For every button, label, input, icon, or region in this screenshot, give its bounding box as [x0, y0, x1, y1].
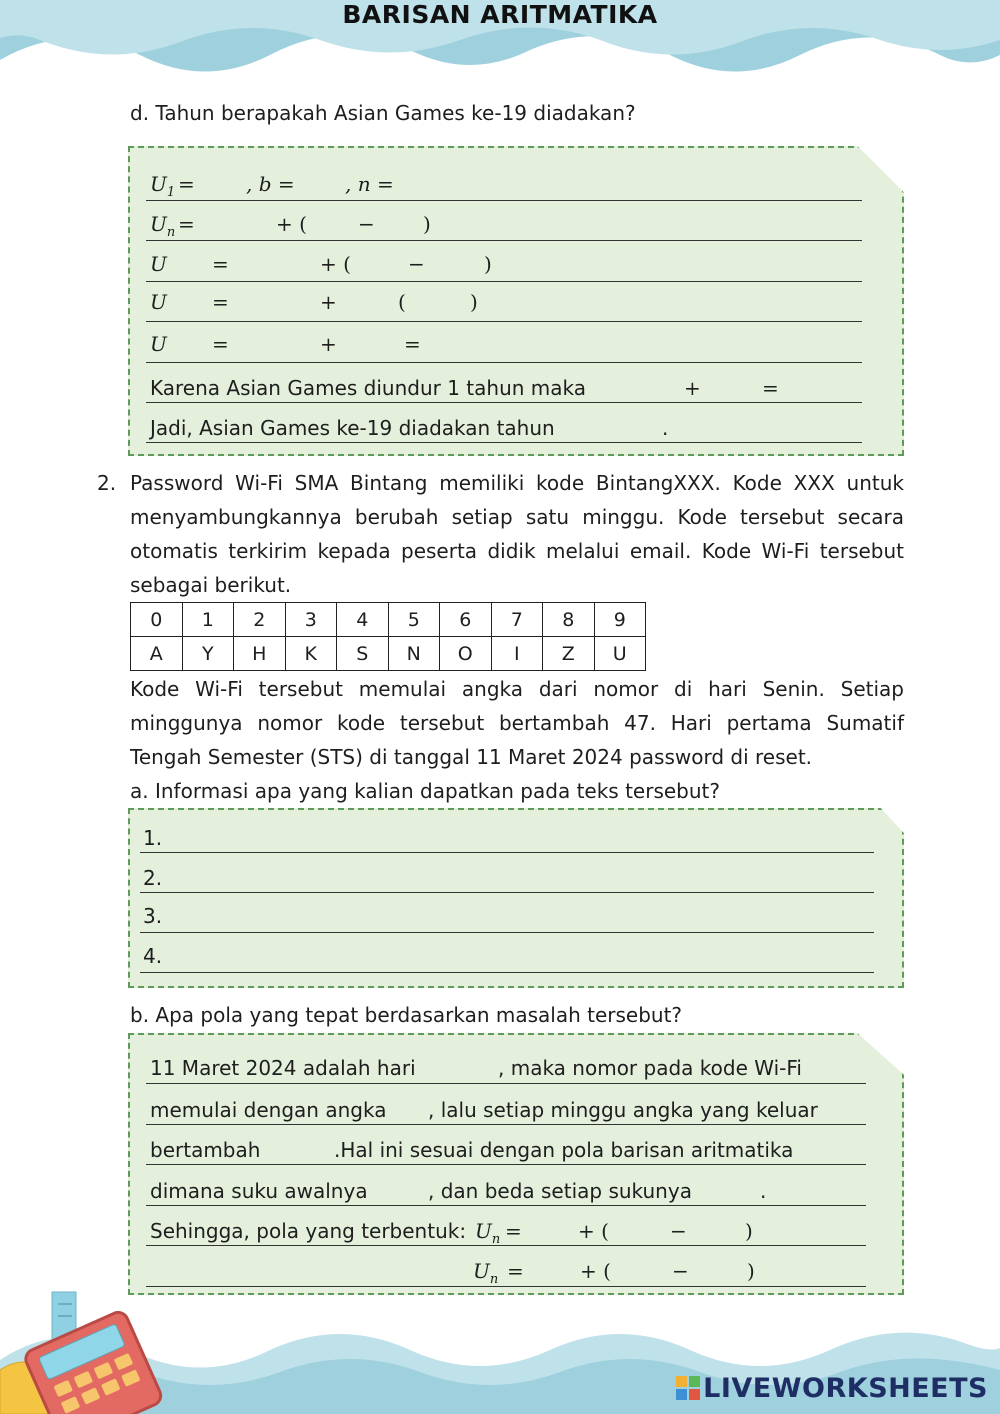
- table-cell: U: [594, 637, 646, 671]
- table-cell: 5: [388, 603, 440, 637]
- calculator-icon: [0, 1290, 190, 1414]
- equals-sign: =: [212, 252, 229, 276]
- pattern-line-2a: memulai dengan angka: [150, 1098, 387, 1122]
- minus-sign: −: [672, 1259, 689, 1283]
- question-2-intro: Password Wi-Fi SMA Bintang memiliki kode BintangXXX. Kode XXX untuk menyambungkannya berubah setiap satu minggu. Kode tersebut secara otomatis terkirim kepada peserta didik melalui email. Kode Wi-Fi tersebut sebagai berikut.: [130, 471, 904, 597]
- pattern-line-4a: dimana suku awalnya: [150, 1179, 368, 1203]
- un-symbol: $U_n$: [475, 1219, 501, 1247]
- pattern-line-5a: Sehingga, pola yang terbentuk:: [150, 1219, 467, 1243]
- table-cell: 2: [234, 603, 286, 637]
- info-item-1[interactable]: 1.: [143, 826, 163, 850]
- u-symbol: U: [150, 252, 167, 276]
- table-cell: Z: [543, 637, 595, 671]
- minus-sign: −: [670, 1219, 687, 1243]
- close-paren: ): [747, 1259, 755, 1283]
- equals-sign: =: [404, 332, 421, 356]
- table-cell: 1: [182, 603, 234, 637]
- minus-sign: −: [408, 252, 425, 276]
- table-cell: H: [234, 637, 286, 671]
- un-symbol: $U_n$: [473, 1259, 499, 1287]
- plus-open: + (: [580, 1259, 611, 1283]
- question-2-number: 2.: [97, 471, 117, 495]
- u1-symbol: $U_1$: [150, 172, 176, 200]
- period: .: [662, 416, 669, 440]
- info-item-4[interactable]: 4.: [143, 944, 163, 968]
- equals-sign: =: [762, 376, 779, 400]
- info-item-3[interactable]: 3.: [143, 904, 163, 928]
- plus-sign: +: [320, 332, 337, 356]
- close-paren: ): [484, 252, 492, 276]
- u-symbol: U: [150, 290, 167, 314]
- logo-text: LIVEWORKSHEETS: [703, 1373, 988, 1404]
- equals-sign: =: [178, 212, 195, 236]
- page-title: BARISAN ARITMATIKA: [342, 0, 658, 29]
- plus-open: + (: [320, 252, 351, 276]
- equals-sign: =: [178, 172, 195, 196]
- liveworksheets-logo-icon: [676, 1376, 700, 1400]
- letters-row: [131, 637, 646, 671]
- n-label: , n =: [345, 172, 394, 196]
- table-cell: 6: [440, 603, 492, 637]
- question-2a: a. Informasi apa yang kalian dapatkan pada teks tersebut?: [130, 779, 720, 803]
- pattern-line-3a: bertambah: [150, 1138, 261, 1162]
- liveworksheets-logo: [676, 1373, 988, 1404]
- table-cell: K: [285, 637, 337, 671]
- table-cell: I: [491, 637, 543, 671]
- table-cell: Y: [182, 637, 234, 671]
- open-paren: (: [398, 290, 406, 314]
- pattern-line-4b: , dan beda setiap sukunya: [428, 1179, 692, 1203]
- u-symbol: U: [150, 332, 167, 356]
- table-cell: 8: [543, 603, 595, 637]
- equals-sign: =: [212, 332, 229, 356]
- equals-sign: =: [507, 1259, 524, 1283]
- karena-line: Karena Asian Games diundur 1 tahun maka: [150, 376, 587, 400]
- plus-open: + (: [578, 1219, 609, 1243]
- question-2-details: Kode Wi-Fi tersebut memulai angka dari nomor di hari Senin. Setiap minggunya nomor kode tersebut bertambah 47. Hari pertama Sumatif Tengah Semester (STS) di tanggal 11 Maret 2024 password di reset.: [130, 677, 904, 769]
- pattern-line-3b: .Hal ini sesuai dengan pola barisan aritmatika: [334, 1138, 794, 1162]
- table-cell: 0: [131, 603, 183, 637]
- info-item-2[interactable]: 2.: [143, 866, 163, 890]
- question-1d: d. Tahun berapakah Asian Games ke-19 diadakan?: [130, 101, 636, 125]
- close-paren: ): [423, 212, 431, 236]
- table-cell: 9: [594, 603, 646, 637]
- table-cell: 4: [337, 603, 389, 637]
- equals-sign: =: [212, 290, 229, 314]
- pattern-line-1a: 11 Maret 2024 adalah hari: [150, 1056, 416, 1080]
- code-table: [130, 602, 646, 671]
- table-cell: N: [388, 637, 440, 671]
- un-symbol: $U_n$: [150, 212, 176, 240]
- answer-box-1d: [128, 146, 904, 456]
- period: .: [760, 1179, 767, 1203]
- digits-row: [131, 603, 646, 637]
- table-cell: A: [131, 637, 183, 671]
- minus-sign: −: [358, 212, 375, 236]
- pattern-line-2b: , lalu setiap minggu angka yang keluar: [428, 1098, 818, 1122]
- table-cell: O: [440, 637, 492, 671]
- question-2b: b. Apa pola yang tepat berdasarkan masalah tersebut?: [130, 1003, 683, 1027]
- table-cell: 3: [285, 603, 337, 637]
- jadi-line: Jadi, Asian Games ke-19 diadakan tahun: [150, 416, 555, 440]
- table-cell: 7: [491, 603, 543, 637]
- plus-sign: +: [320, 290, 337, 314]
- pattern-line-1b: , maka nomor pada kode Wi-Fi: [498, 1056, 802, 1080]
- table-cell: S: [337, 637, 389, 671]
- equals-sign: =: [505, 1219, 522, 1243]
- plus-sign: +: [684, 376, 701, 400]
- b-label: , b =: [246, 172, 295, 196]
- close-paren: ): [470, 290, 478, 314]
- close-paren: ): [745, 1219, 753, 1243]
- answer-box-2a: [128, 808, 904, 988]
- plus-open: + (: [276, 212, 307, 236]
